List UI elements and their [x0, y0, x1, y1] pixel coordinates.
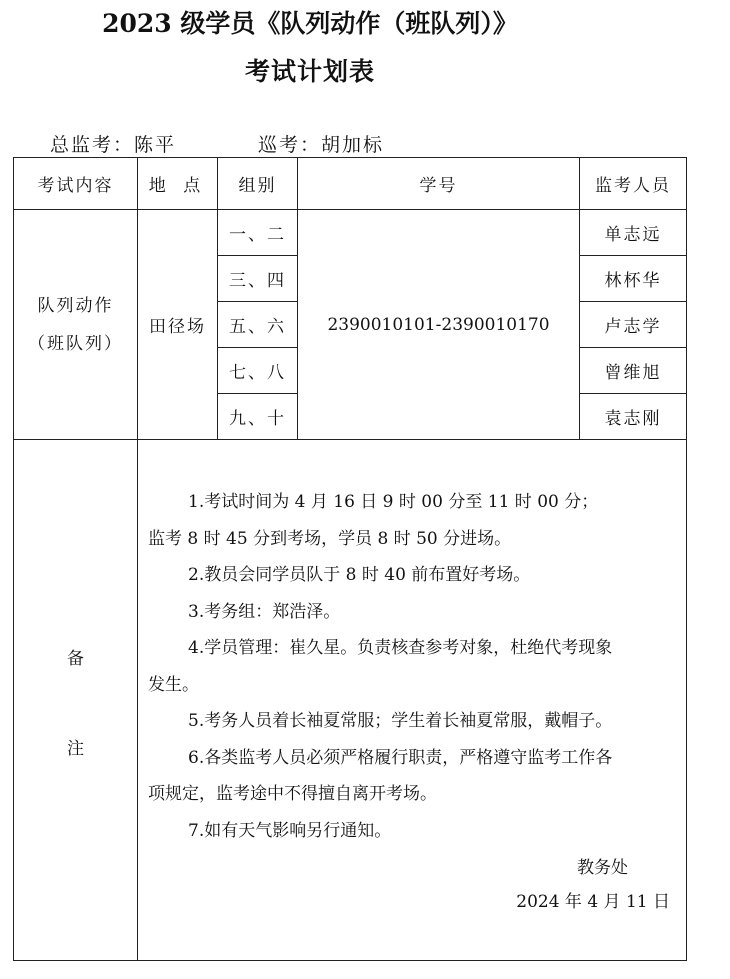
document-subtitle: 考试计划表 — [244, 57, 375, 86]
note-line: 5.考务人员着长袖夏常服；学生着长袖夏常服，戴帽子。 — [188, 711, 613, 731]
group-cell: 七、八 — [218, 348, 298, 394]
header-proctor: 监考人员 — [580, 158, 687, 210]
remarks-content-cell — [138, 440, 687, 961]
patrol-proctor-label: 巡考： — [258, 134, 322, 156]
remarks-row — [14, 440, 687, 961]
signature-date: 2024 年 4 月 11 日 — [516, 892, 670, 912]
exam-content-line2: （班队列） — [28, 333, 123, 354]
group-cell: 三、四 — [218, 256, 298, 302]
exam-content-line1: 队列动作 — [37, 295, 114, 316]
group-cell: 九、十 — [218, 394, 298, 440]
header-student-id: 学号 — [298, 158, 580, 210]
proctor-cell: 林杯华 — [580, 256, 687, 302]
chief-proctor-name: 陈平 — [134, 134, 177, 156]
header-content: 考试内容 — [14, 158, 138, 210]
proctor-cell: 曾维旭 — [580, 348, 687, 394]
chief-proctor — [50, 130, 176, 157]
header-group: 组别 — [218, 158, 298, 210]
note-line: 7.如有天气影响另行通知。 — [188, 820, 392, 841]
patrol-proctor — [258, 130, 384, 157]
document-title: 2023 级学员《队列动作（班队列）》 — [102, 9, 518, 38]
group-cell: 五、六 — [218, 302, 298, 348]
exam-plan-table — [13, 157, 687, 961]
table-header-row — [14, 158, 687, 210]
exam-location-cell: 田径场 — [138, 210, 218, 440]
note-line: 2.教员会同学员队于 8 时 40 前布置好考场。 — [188, 565, 531, 585]
note-line: 4.学员管理：崔久星。负责核查参考对象，杜绝代考现象 — [188, 638, 613, 658]
proctor-cell: 卢志学 — [580, 302, 687, 348]
patrol-proctor-name: 胡加标 — [321, 134, 385, 156]
remarks-label-1: 备 — [67, 649, 84, 669]
remarks-label-cell — [14, 440, 138, 961]
signature-org: 教务处 — [577, 858, 628, 878]
exam-content-cell — [14, 210, 138, 440]
note-line: 3.考务组：郑浩泽。 — [188, 601, 341, 622]
student-range-cell: 2390010101-2390010170 — [298, 210, 580, 440]
table-row — [14, 210, 687, 256]
note-line: 发生。 — [148, 674, 199, 695]
note-line: 监考 8 时 45 分到考场，学员 8 时 50 分进场。 — [148, 528, 512, 549]
chief-proctor-label: 总监考： — [50, 134, 135, 156]
proctor-cell: 单志远 — [580, 210, 687, 256]
note-line: 项规定，监考途中不得擅自离开考场。 — [148, 784, 437, 804]
remarks-label-2: 注 — [67, 739, 84, 759]
note-line: 1.考试时间为 4 月 16 日 9 时 00 分至 11 时 00 分； — [188, 492, 599, 512]
header-location: 地 点 — [138, 158, 218, 210]
group-cell: 一、二 — [218, 210, 298, 256]
note-line: 6.各类监考人员必须严格履行职责，严格遵守监考工作各 — [188, 747, 613, 768]
proctor-cell: 袁志刚 — [580, 394, 687, 440]
